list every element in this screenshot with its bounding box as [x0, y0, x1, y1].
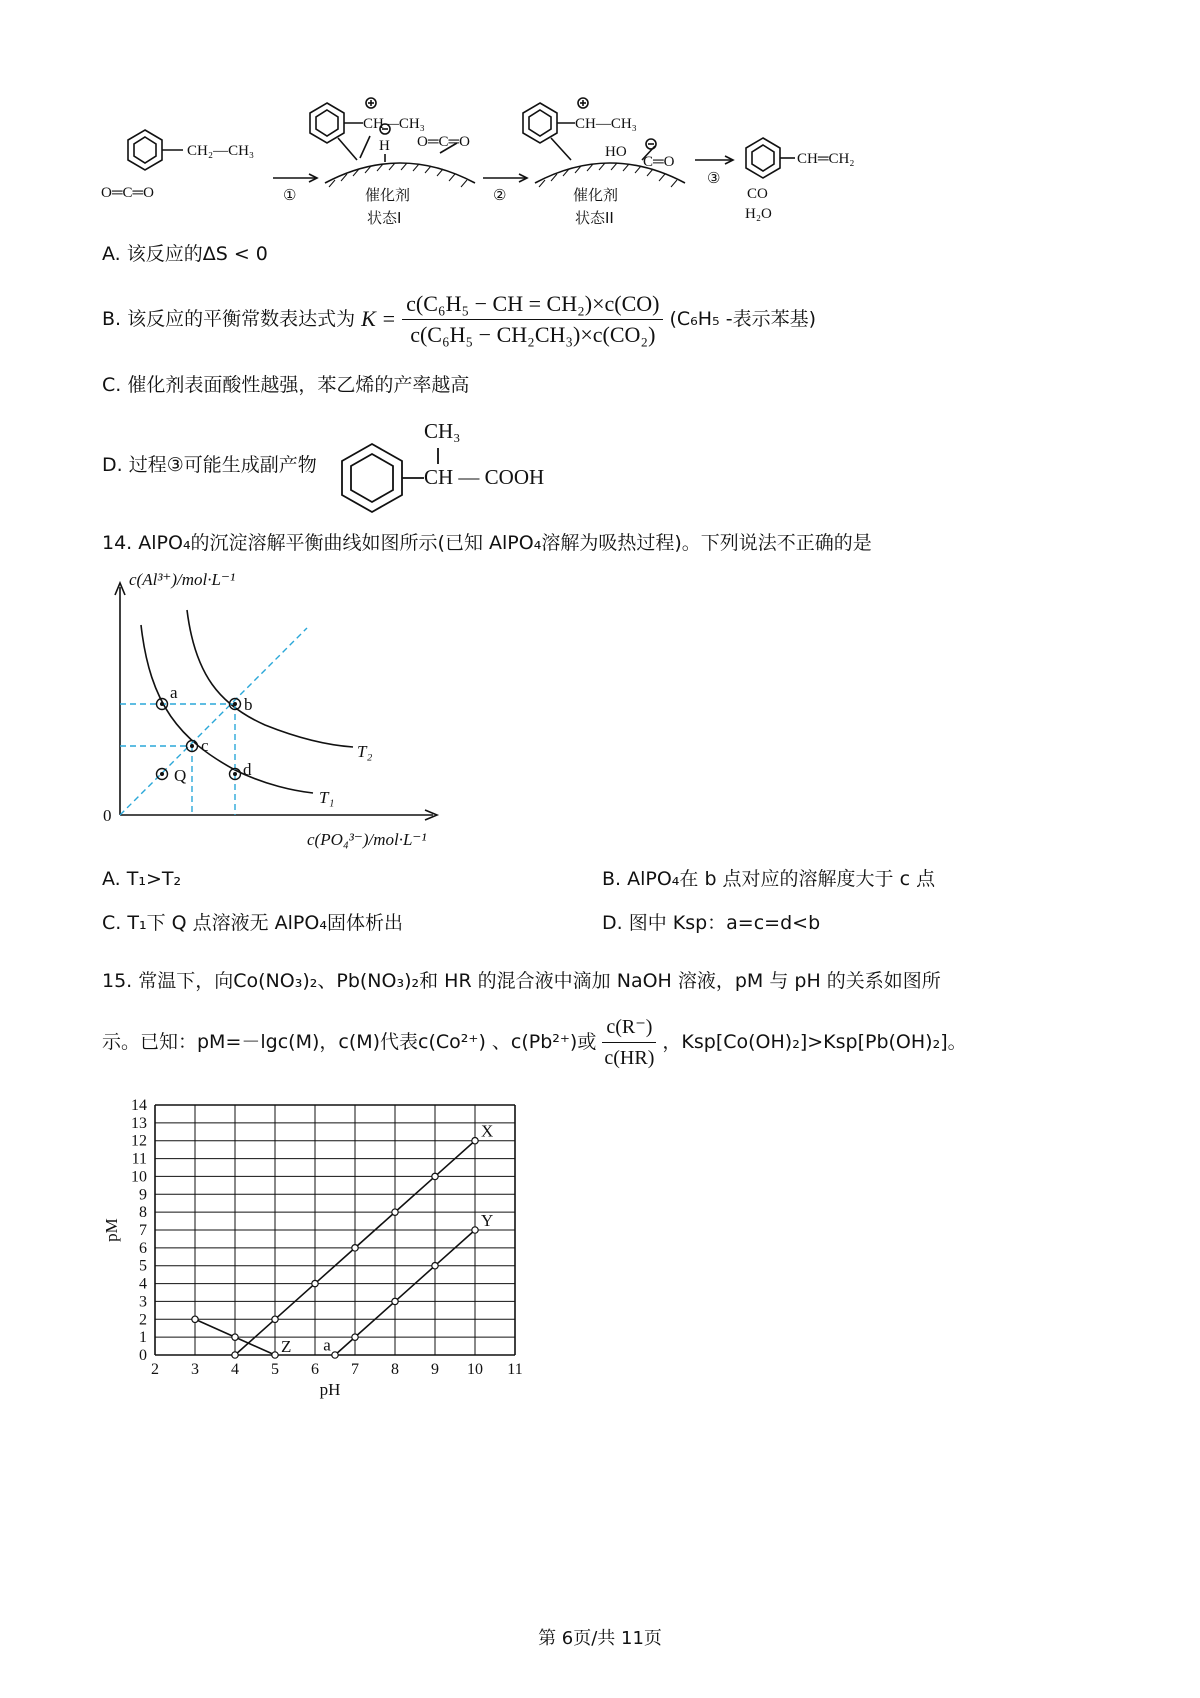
curve-t2-label: T₂	[357, 742, 373, 761]
hydride-label: H	[379, 138, 390, 154]
q15-stem-line2-a: 示。已知：pM=－lgc(M)，c(M)代表c(Co²⁺) 、c(Pb²⁺)或	[102, 1031, 597, 1053]
y-tick-label: 14	[131, 1097, 147, 1114]
product-group-label: CH═CH₂	[797, 151, 855, 167]
curve-t2	[187, 610, 353, 747]
equilibrium-fraction	[402, 291, 663, 348]
phenyl-note: (C₆H₅ -表示苯基)	[669, 308, 816, 330]
y-tick-label: 13	[131, 1114, 147, 1132]
series-point-x	[392, 1209, 398, 1215]
point-c-label: c	[201, 736, 209, 755]
alpo4-solubility-graph	[95, 565, 455, 855]
reactant-group-label: CH₂—CH₃	[187, 143, 255, 159]
series-label-z: Z	[281, 1337, 292, 1356]
series-point-y	[432, 1263, 438, 1269]
q13-option-a: A. 该反应的ΔS < 0	[102, 243, 268, 265]
x-tick-label: 11	[507, 1361, 523, 1378]
q14-option-a: A. T₁>T₂	[102, 868, 182, 890]
y-tick-label: 5	[139, 1257, 147, 1275]
q13-option-c: C. 催化剂表面酸性越强，苯乙烯的产率越高	[102, 374, 470, 396]
y-tick-label: 1	[139, 1329, 147, 1347]
q15-stem-line2-b: ，Ksp[Co(OH)₂]>Ksp[Pb(OH)₂]。	[662, 1031, 967, 1053]
series-point-z	[272, 1352, 278, 1358]
x-axis-label: c(PO₄³⁻)/mol·L⁻¹	[307, 830, 427, 849]
series-label-y: Y	[481, 1211, 494, 1230]
y-tick-label: 6	[139, 1239, 147, 1257]
y-tick-label: 8	[139, 1204, 147, 1222]
x-tick-label: 3	[191, 1361, 199, 1378]
series-point-z	[232, 1334, 238, 1340]
y-tick-label: 2	[139, 1311, 147, 1329]
y-tick-label: 11	[131, 1150, 147, 1168]
x-tick-label: 10	[467, 1361, 483, 1378]
y-tick-label: 12	[131, 1132, 147, 1150]
step3-label: ③	[707, 171, 721, 187]
q13-option-b-prefix: B. 该反应的平衡常数表达式为	[102, 308, 356, 330]
y-tick-label: 10	[131, 1168, 147, 1186]
q14-stem: 14. AlPO₄的沉淀溶解平衡曲线如图所示(已知 AlPO₄溶解为吸热过程)。下列说法不正确的是	[102, 532, 872, 554]
y-tick-label: 0	[139, 1347, 147, 1364]
series-point-y	[392, 1298, 398, 1304]
x-tick-label: 4	[231, 1361, 239, 1378]
q14-option-d: D. 图中 Ksp：a=c=d<b	[602, 912, 821, 934]
equilibrium-denominator: c(C₆H₅ − CH₂CH₃)×c(CO₂)	[410, 321, 656, 347]
series-point-y	[472, 1227, 478, 1233]
carboxyl-ho-label: HO	[605, 144, 627, 160]
state1-catalyst-label: 催化剂	[365, 186, 411, 204]
y-tick-label: 7	[139, 1222, 147, 1239]
series-point-y	[352, 1334, 358, 1340]
point-q-label: Q	[174, 766, 187, 785]
x-tick-label: 8	[391, 1361, 399, 1378]
y-tick-label: 9	[139, 1186, 147, 1204]
product-co-label: CO	[747, 186, 768, 202]
series-point-z	[192, 1316, 198, 1322]
series-point-x	[432, 1173, 438, 1179]
reaction-scheme	[95, 88, 975, 238]
equilibrium-numerator: c(C₆H₅ − CH = CH₂)×c(CO)	[402, 291, 663, 320]
q14-option-b: B. AlPO₄在 b 点对应的溶解度大于 c 点	[602, 868, 936, 890]
y-tick-label: 3	[139, 1293, 147, 1311]
byproduct-group-label: CH — COOH	[424, 465, 545, 489]
x-tick-label: 7	[351, 1361, 359, 1378]
series-point-y	[332, 1352, 338, 1358]
ratio-numerator: c(R⁻)	[602, 1014, 656, 1043]
carboxyl-c-label: C═O	[643, 154, 675, 170]
series-point-x	[472, 1138, 478, 1144]
state1-label: 状态I	[367, 209, 402, 227]
q15-stem-line1: 15. 常温下，向Co(NO₃)₂、Pb(NO₃)₂和 HR 的混合液中滴加 NaOH 溶液，pM 与 pH 的关系如图所	[102, 970, 941, 992]
x-tick-label: 5	[271, 1361, 279, 1378]
y-axis-title: pM	[102, 1218, 121, 1242]
ratio-fraction	[602, 1014, 656, 1071]
pm-ph-chart	[95, 1090, 535, 1420]
x-axis-title: pH	[319, 1380, 341, 1399]
q15-stem-line2	[102, 1010, 967, 1074]
chart-grid	[155, 1105, 515, 1355]
reactant-co2-label: O═C═O	[101, 185, 154, 201]
state2-catalyst-label: 催化剂	[573, 186, 619, 204]
byproduct-structure	[326, 416, 566, 516]
carbocation-label-1: CH—CH₃	[363, 116, 425, 132]
x-tick-label: 6	[311, 1361, 319, 1378]
page-footer: 第 6页/共 11页	[538, 1628, 662, 1649]
series-point-x	[272, 1316, 278, 1322]
q13-option-b	[102, 284, 816, 354]
step1-label: ①	[283, 188, 297, 204]
curve-t1-label: T₁	[319, 788, 335, 807]
step2-label: ②	[493, 188, 507, 204]
carbocation-label-2: CH—CH₃	[575, 116, 637, 132]
y-axis-label: c(Al³⁺)/mol·L⁻¹	[129, 570, 236, 589]
x-tick-label: 9	[431, 1361, 439, 1378]
product-h2o-label: H₂O	[745, 206, 772, 222]
series-point-x	[352, 1245, 358, 1251]
origin-label: 0	[103, 806, 112, 825]
q14-option-c: C. T₁下 Q 点溶液无 AlPO₄固体析出	[102, 912, 403, 934]
point-a-label: a	[170, 683, 178, 702]
y-tick-label: 4	[139, 1275, 147, 1293]
q13-option-d: D. 过程③可能生成副产物	[102, 454, 317, 476]
annotation-label: a	[323, 1335, 331, 1355]
point-d-label: d	[243, 760, 252, 779]
x-tick-label: 2	[151, 1361, 159, 1378]
curve-t1	[141, 625, 313, 793]
ratio-denominator: c(HR)	[604, 1046, 655, 1069]
state2-label: 状态II	[575, 209, 614, 227]
byproduct-ch3-label: CH₃	[424, 419, 461, 443]
co2-adsorbed-label: O═C═O	[417, 134, 470, 150]
series-point-x	[312, 1280, 318, 1286]
series-point-x	[232, 1352, 238, 1358]
equilibrium-k-symbol: K =	[361, 306, 397, 331]
point-b-label: b	[244, 695, 253, 714]
series-label-x: X	[481, 1121, 494, 1141]
